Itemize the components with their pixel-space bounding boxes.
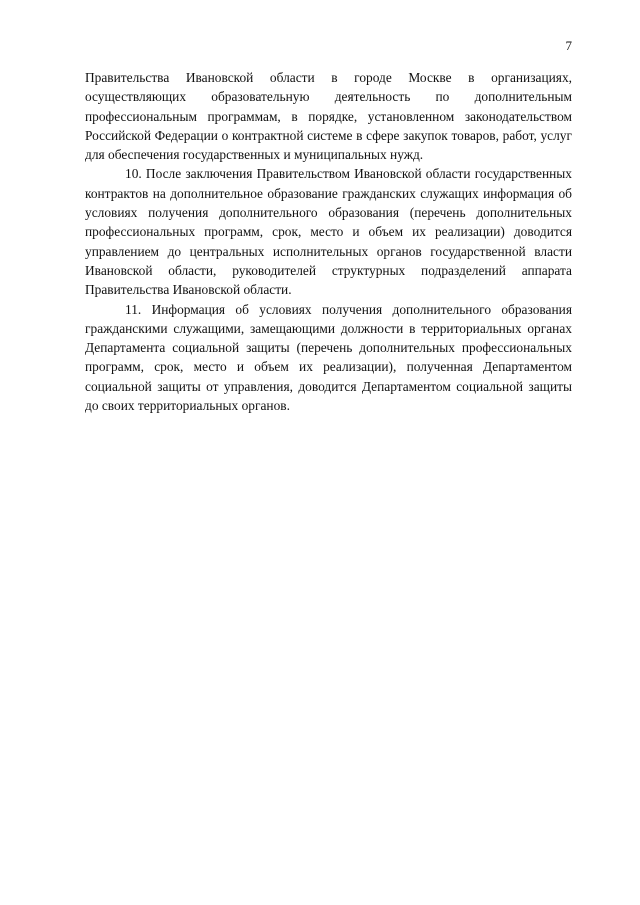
paragraph-item-11: 11. Информация об условиях получения дополнительного образования гражданскими служащими, замещающими должности в территориальных органах Департамента социальной защиты (перечень дополнительных профессиональных программ, срок, место и объем их реализации), полученная Департаментом социальной защиты от управления, доводится Департаментом социальной защиты до своих территориальных органов. [85, 301, 572, 414]
page-number: 7 [565, 38, 572, 53]
paragraph-continuation: Правительства Ивановской области в городе Москве в организациях, осуществляющих образовательную деятельность по дополнительным профессиональным программам, в порядке, установленном законодательством Российской Федерации о контрактной системе в сфере закупок товаров, работ, услуг для обеспечения государственных и муниципальных нужд. [85, 70, 572, 163]
paragraph-item-10: 10. После заключения Правительством Ивановской области государственных контрактов на дополнительное образование гражданских служащих информация об условиях получения дополнительного образования (перечень дополнительных профессиональных программ, срок, место и объем их реализации) доводится управлением до центральных исполнительных органов государственной власти Ивановской области, руководителей структурных подразделений аппарата Правительства Ивановской области. [85, 166, 572, 298]
document-body [85, 68, 572, 415]
